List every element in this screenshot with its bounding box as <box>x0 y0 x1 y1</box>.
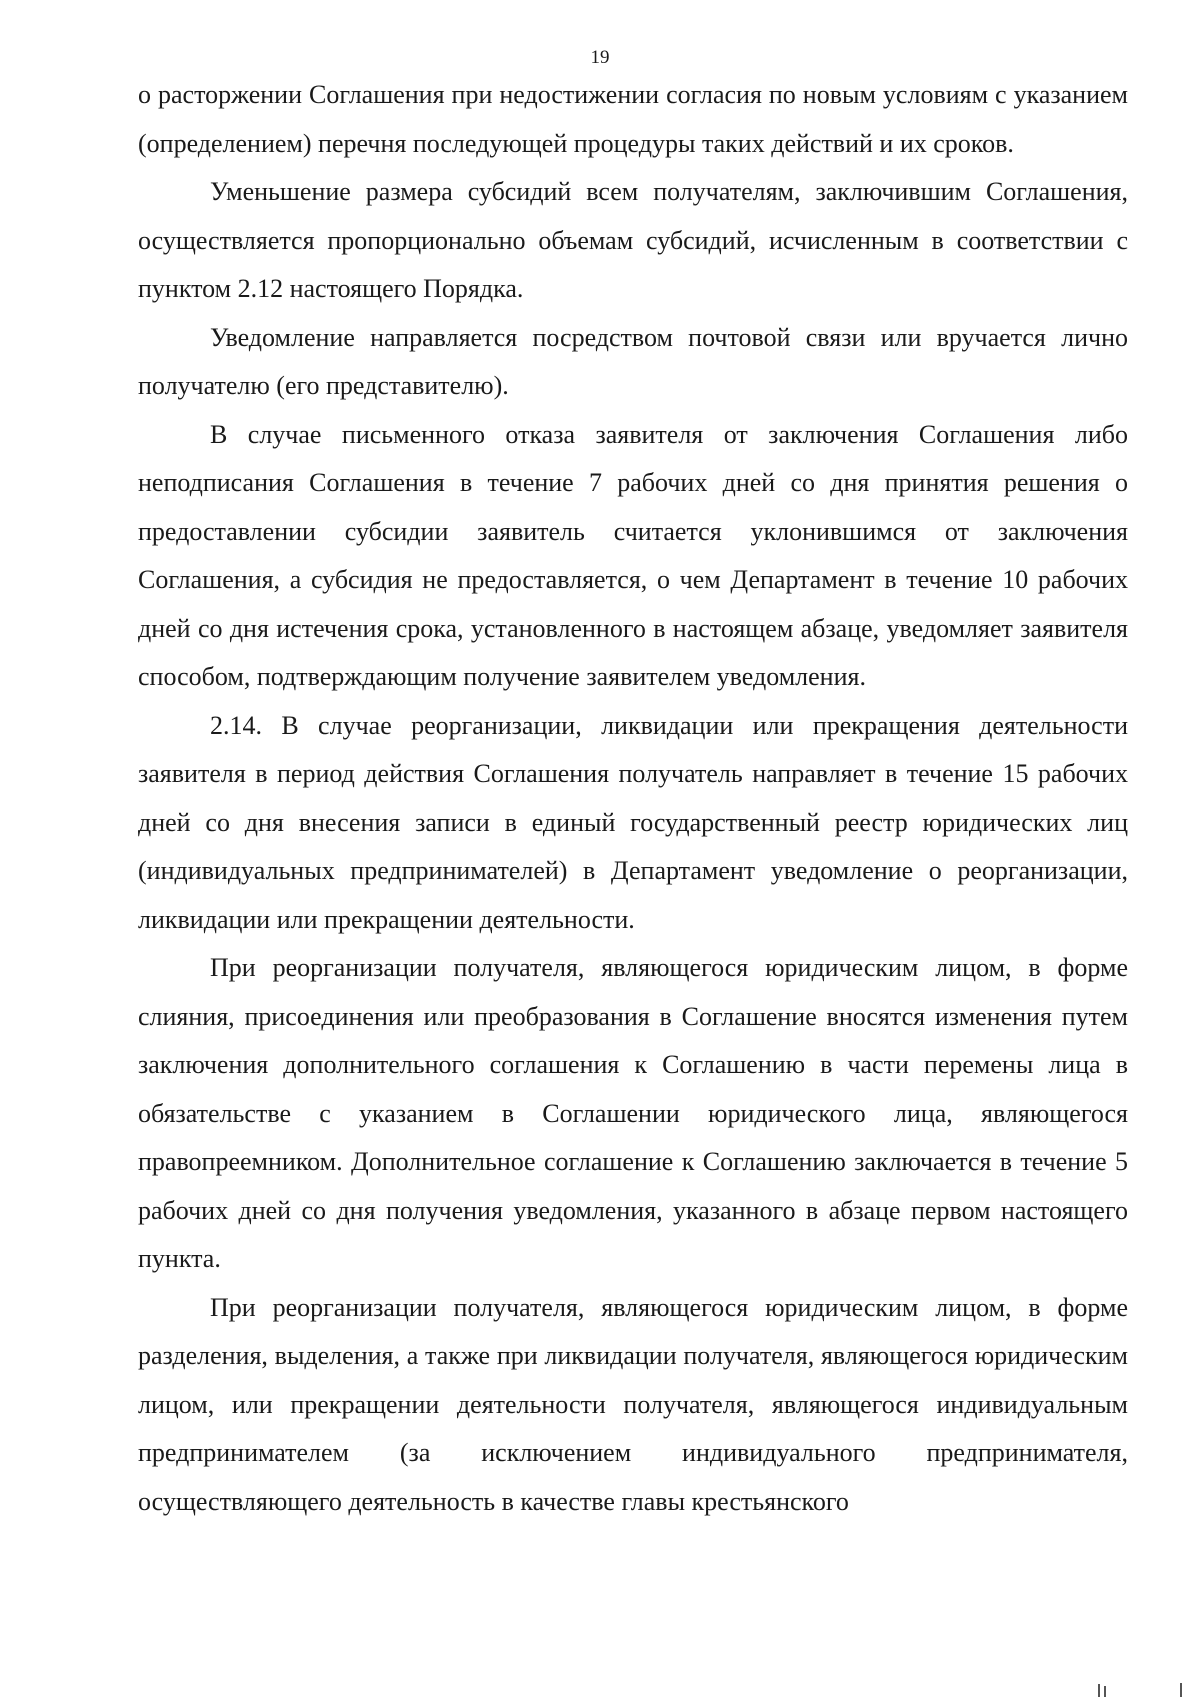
scan-artifact <box>1104 1686 1106 1697</box>
paragraph-4: В случае письменного отказа заявителя от заключения Соглашения либо неподписания Соглашения в течение 7 рабочих дней со дня принятия решения о предоставлении субсидии заявитель считается уклонившимся от заключения Соглашения, а субсидия не предоставляется, о чем Департамент в течение 10 рабочих дней со дня истечения срока, установленного в настоящем абзаце, уведомляет заявителя способом, подтверждающим получение заявителем уведомления. <box>138 419 1128 691</box>
scan-artifact <box>1180 1683 1182 1697</box>
paragraph-6: При реорганизации получателя, являющегося юридическим лицом, в форме слияния, присоединения или преобразования в Соглашение вносятся изменения путем заключения дополнительного соглашения к Соглашению в части перемены лица в обязательстве с указанием в Соглашении юридического лица, являющегося правопреемником. Дополнительное соглашение к Соглашению заключается в течение 5 рабочих дней со дня получения уведомления, указанного в абзаце первом настоящего пункта. <box>138 953 1128 1273</box>
paragraph-7: При реорганизации получателя, являющегося юридическим лицом, в форме разделения, выделения, а также при ликвидации получателя, являющегося юридическим лицом, или прекращении деятельности получателя, являющегося индивидуальным предпринимателем (за исключением индивидуального предпринимателя, осуществляющего деятельность в качестве главы крестьянского <box>138 1292 1128 1516</box>
paragraph-2: Уменьшение размера субсидий всем получателям, заключившим Соглашения, осуществляется пропорционально объемам субсидий, исчисленным в соответствии с пунктом 2.12 настоящего Порядка. <box>138 177 1128 303</box>
paragraph-1: о расторжении Соглашения при недостижении согласия по новым условиям с указанием (определением) перечня последующей процедуры таких действий и их сроков. <box>138 80 1128 158</box>
paragraph-5-section-2-14: 2.14. В случае реорганизации, ликвидации или прекращения деятельности заявителя в период действия Соглашения получатель направляет в течение 15 рабочих дней со дня внесения записи в единый государственный реестр юридических лиц (индивидуальных предпринимателей) в Департамент уведомление о реорганизации, ликвидации или прекращении деятельности. <box>138 710 1128 934</box>
paragraph-3: Уведомление направляется посредством почтовой связи или вручается лично получателю (его представителю). <box>138 322 1128 400</box>
document-body <box>138 71 1128 1526</box>
page-number: 19 <box>590 47 610 68</box>
scan-artifact <box>1098 1684 1100 1697</box>
